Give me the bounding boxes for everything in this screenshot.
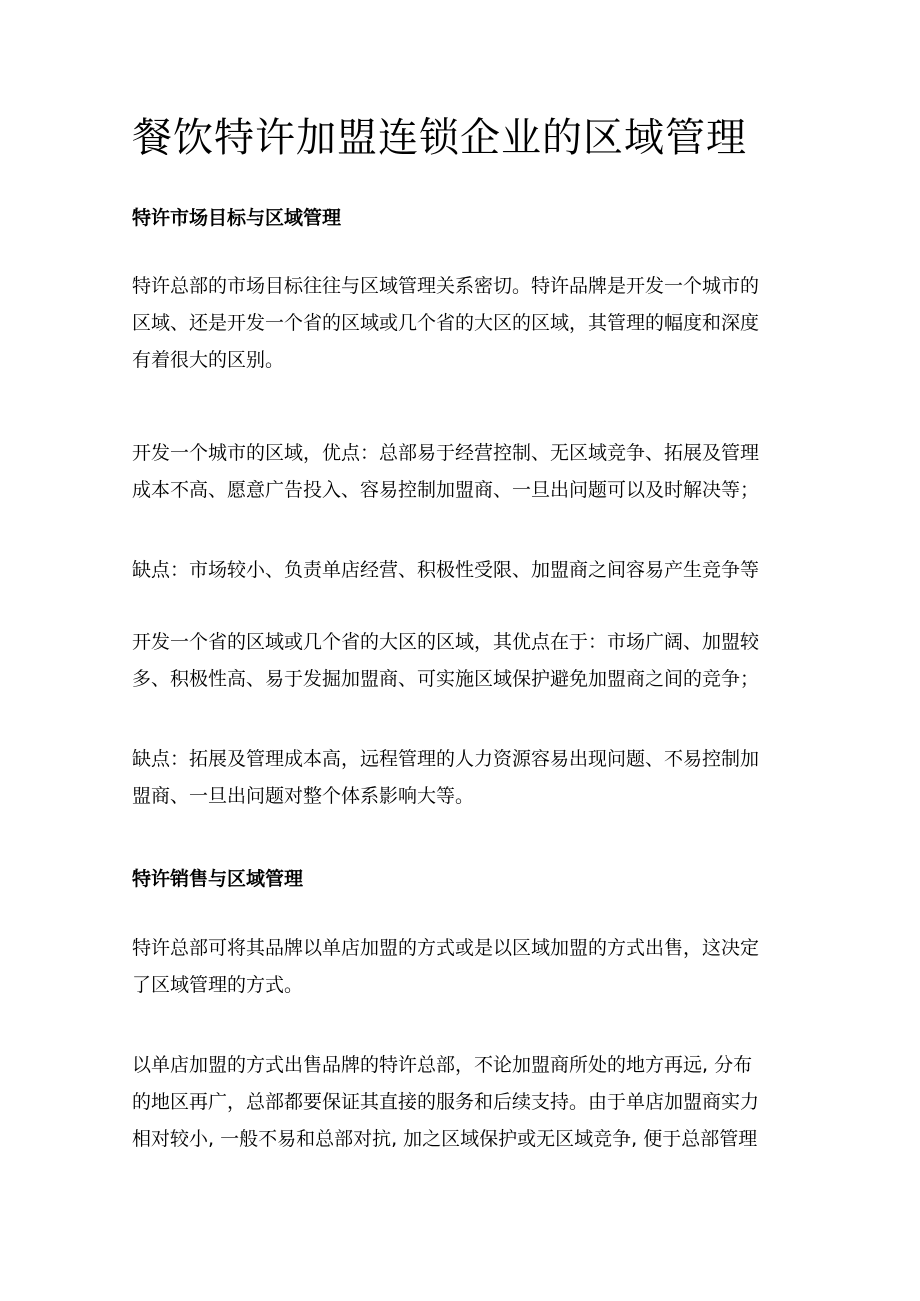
paragraph-line: 开发一个省的区域或几个省的大区的区域，其优点在于：市场广阔、加盟较 xyxy=(132,631,760,653)
section-heading-franchise-sales: 特许销售与区域管理 xyxy=(132,868,304,890)
paragraph-line: 相对较小, 一般不易和总部对抗, 加之区域保护或无区域竞争, 便于总部管理 xyxy=(132,1128,758,1150)
paragraph-line: 有着很大的区别。 xyxy=(132,349,285,371)
paragraph-franchise-sales-intro xyxy=(132,930,797,1004)
paragraph-line: 特许总部的市场目标往往与区域管理关系密切。特许品牌是开发一个城市的 xyxy=(132,275,760,297)
paragraph-single-store-franchise xyxy=(132,1047,797,1158)
paragraph-city-region-advantages xyxy=(132,435,797,509)
paragraph-line: 以单店加盟的方式出售品牌的特许总部，不论加盟商所处的地方再远, 分布 xyxy=(132,1054,753,1076)
paragraph-line: 开发一个城市的区域，优点：总部易于经营控制、无区域竞争、拓展及管理 xyxy=(132,442,760,464)
paragraph-line: 的地区再广，总部都要保证其直接的服务和后续支持。由于单店加盟商实力 xyxy=(132,1091,760,1113)
paragraph-line: 缺点：拓展及管理成本高，远程管理的人力资源容易出现问题、不易控制加 xyxy=(132,748,760,770)
paragraph-line: 多、积极性高、易于发掘加盟商、可实施区域保护避免加盟商之间的竞争； xyxy=(132,668,760,690)
paragraph-line: 缺点：市场较小、负责单店经营、积极性受限、加盟商之间容易产生竞争等 xyxy=(132,559,760,581)
paragraph-line: 区域、还是开发一个省的区域或几个省的大区的区域，其管理的幅度和深度 xyxy=(132,312,760,334)
paragraph-line: 盟商、一旦出问题对整个体系影响大等。 xyxy=(132,785,475,807)
paragraph-line: 了区域管理的方式。 xyxy=(132,974,304,996)
paragraph-city-region-disadvantages xyxy=(132,552,797,589)
section-heading-market-targets: 特许市场目标与区域管理 xyxy=(132,207,342,229)
paragraph-province-region-disadvantages xyxy=(132,741,797,815)
paragraph-market-targets-intro xyxy=(132,268,797,379)
document-title: 餐饮特许加盟连锁企业的区域管理 xyxy=(132,115,747,161)
paragraph-line: 特许总部可将其品牌以单店加盟的方式或是以区域加盟的方式出售，这决定 xyxy=(132,937,760,959)
paragraph-province-region-advantages xyxy=(132,624,797,698)
paragraph-line: 成本不高、愿意广告投入、容易控制加盟商、一旦出问题可以及时解决等； xyxy=(132,479,760,501)
